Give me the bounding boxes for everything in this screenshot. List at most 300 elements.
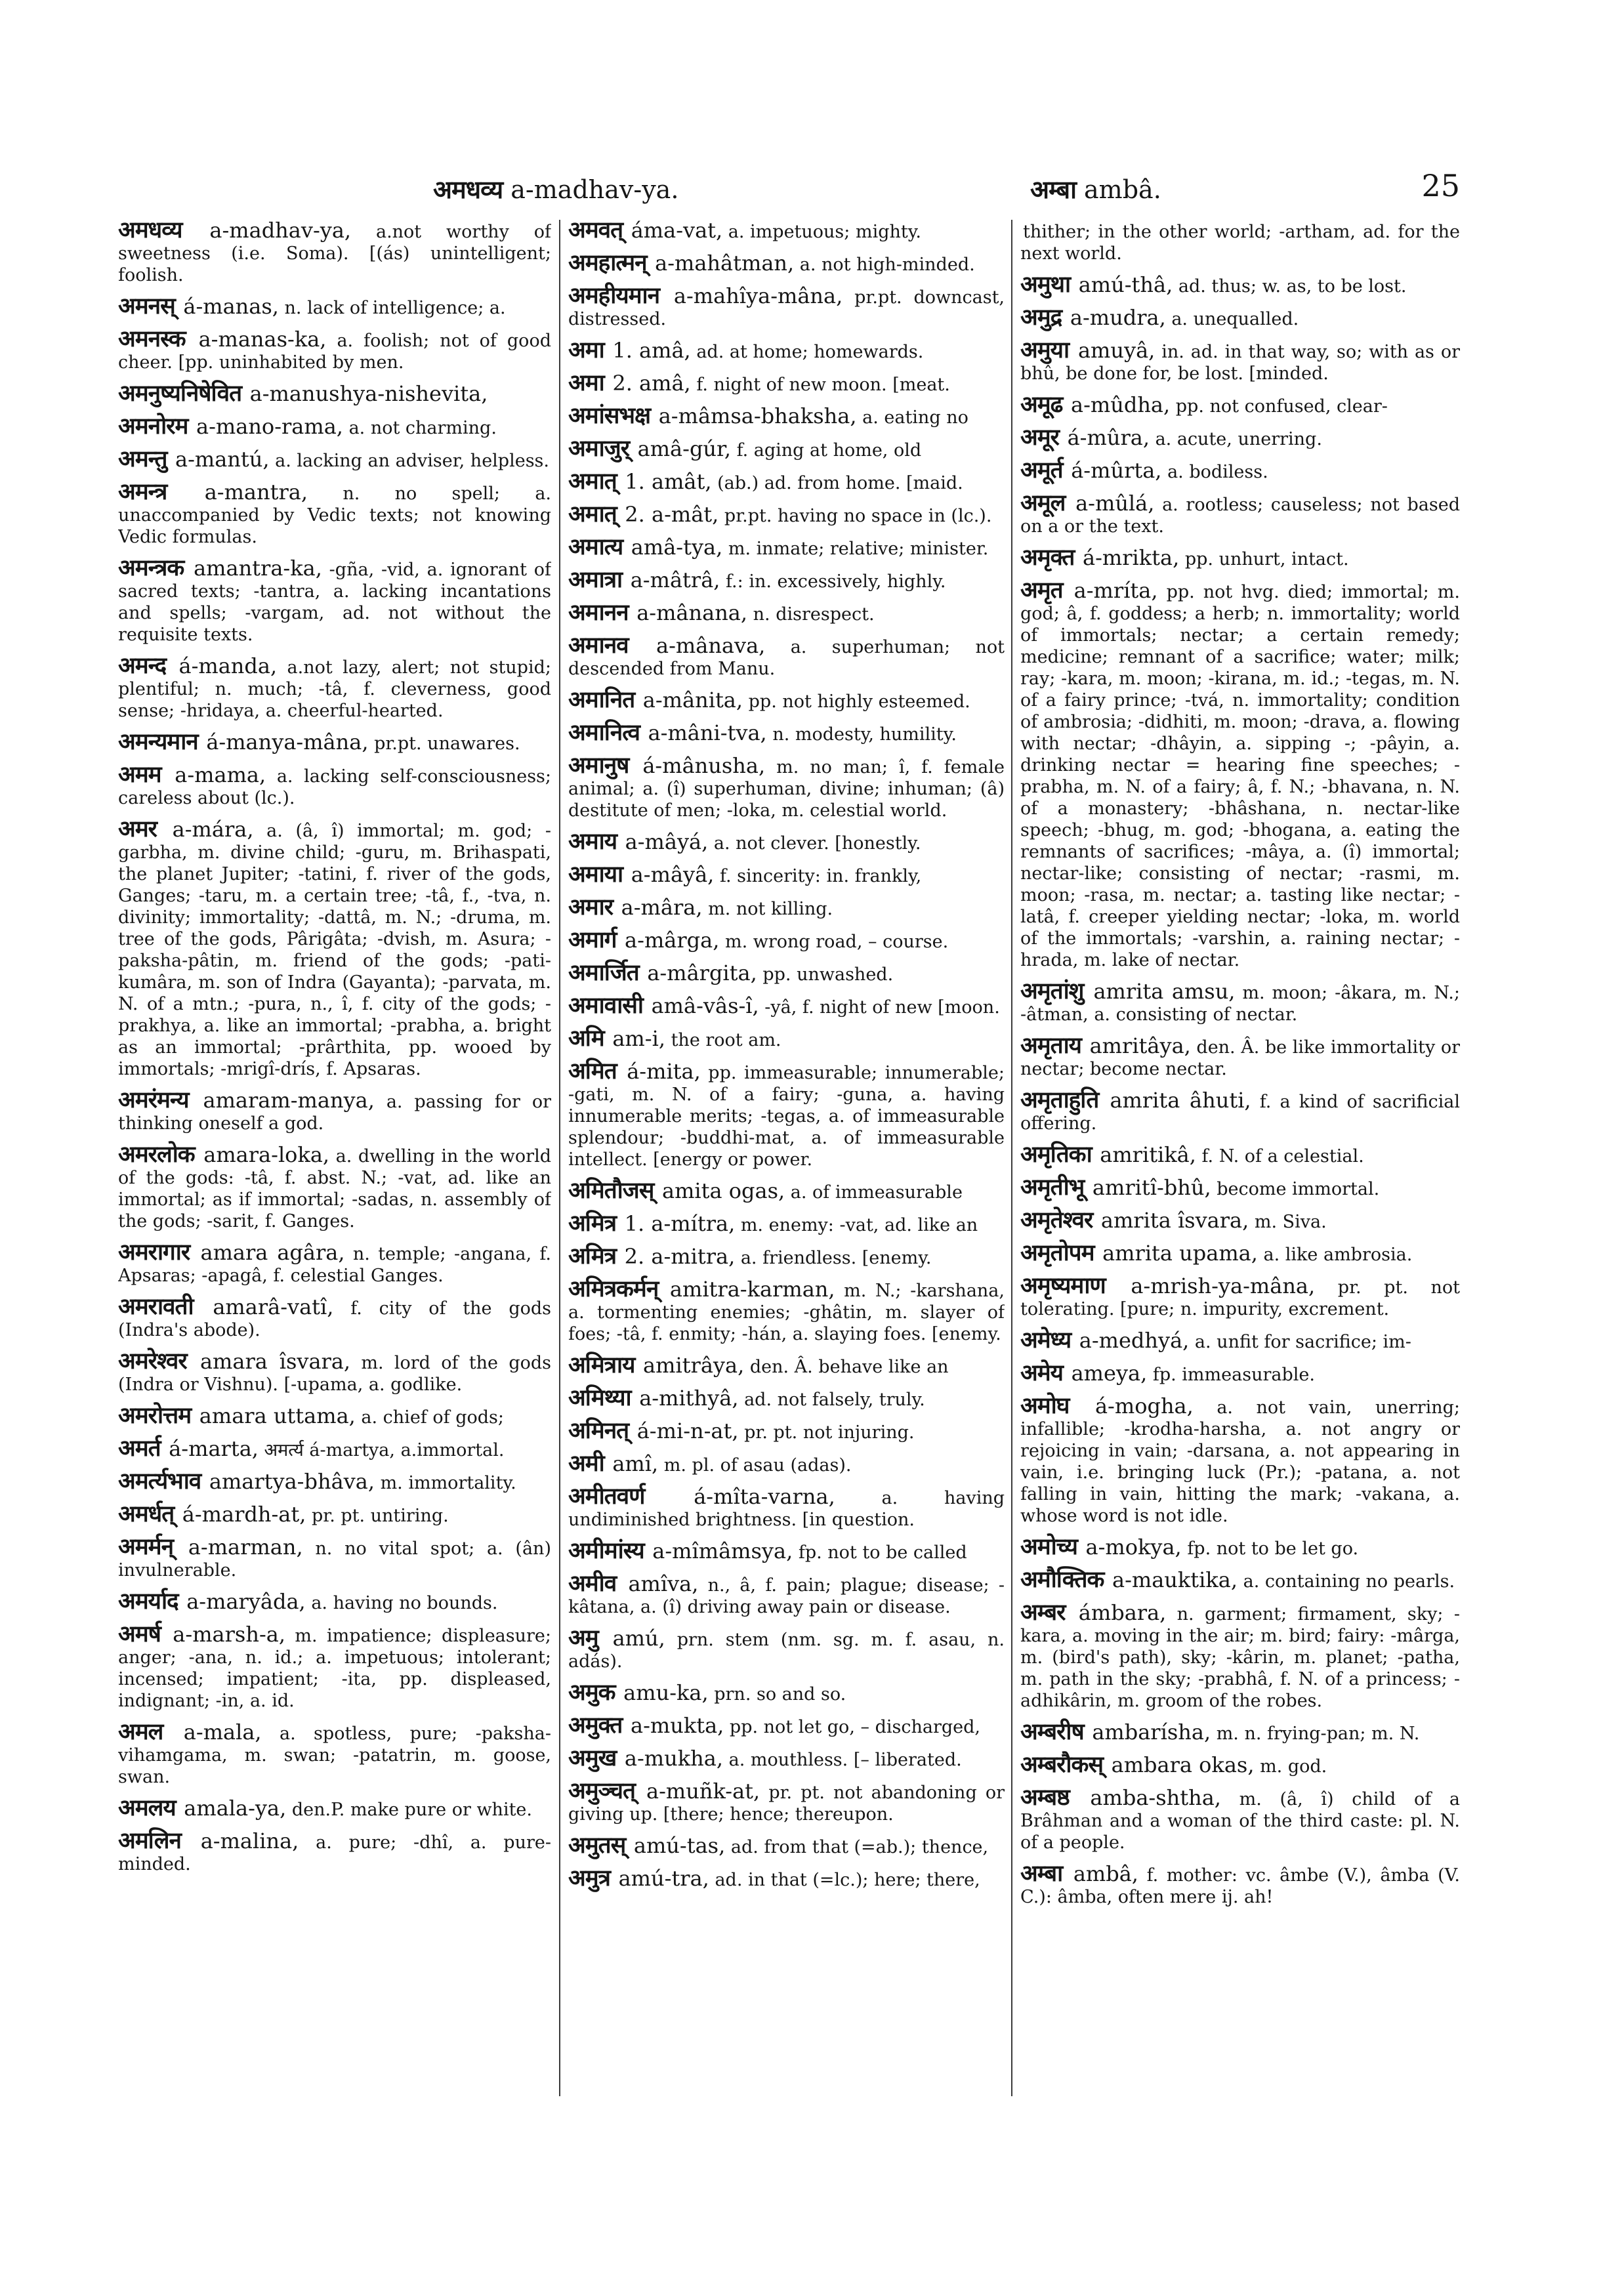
dictionary-entry [1020, 1360, 1460, 1386]
entry-headword: अमित्र [568, 1243, 617, 1270]
entry-transliteration: a-manushya-nishevita, [249, 381, 488, 406]
entry-headword: अमर्याद [118, 1588, 178, 1615]
entry-definition: a. mouthless. [– liberated. [728, 1750, 962, 1770]
dictionary-entry [568, 1625, 1005, 1672]
entry-transliteration: amara uttama, [199, 1403, 356, 1428]
entry-definition: f.: in. excessively, highly. [726, 571, 946, 592]
dictionary-entry [568, 285, 1005, 330]
dictionary-entry [1020, 1087, 1460, 1134]
entry-headword: अमृतांशु [1020, 978, 1084, 1004]
entry-headword: अमर्धत् [118, 1501, 175, 1527]
entry-definition: a. acute, unerring. [1155, 429, 1322, 449]
entry-headword: अम्बा [1020, 1861, 1063, 1887]
entry-definition: pr.pt. unawares. [374, 734, 520, 754]
entry-definition: become immortal. [1217, 1179, 1380, 1199]
dictionary-entry [568, 250, 1005, 276]
dictionary-entry [118, 413, 551, 440]
entry-definition: n. no vital spot; a. (ân) invulnerable. [118, 1539, 551, 1581]
entry-headword: अमूढ [1020, 392, 1063, 418]
dictionary-entry [118, 220, 551, 286]
entry-definition: a. (â, î) immortal; m. god; -garbha, m. divine child; -guru, m. Brihaspati, the planet Jupiter; -tatini, f. river of the gods, Ganges; -taru, m. a certain tree; -tâ, f., -tva, n. divinity; immortality; -dattâ, m. N.; -druma, m. tree of the gods, Pârigâta; -dvish, m. Asura; -paksha-pâtin, m. friend of the gods; -pati-kumâra, m. son of Indra (Gayanta); -parvata, m. N. of a mtn.; -pura, n., î, f. city of the gods; -prakhya, a. like an immortal; -prabha, a. bright as an immortal; -prârthita, pp. wooed by immortals; -mrigî-drís, f. Apsaras. [118, 821, 551, 1079]
dictionary-entry [568, 370, 1005, 396]
dictionary-entry [1020, 1207, 1460, 1233]
entry-transliteration: a-mûlá, [1075, 491, 1155, 516]
entry-transliteration: amuyâ, [1077, 338, 1156, 363]
dictionary-entry [118, 1405, 551, 1428]
entry-definition: pr.pt. having no space in (lc.). [724, 506, 992, 526]
dictionary-entry [568, 687, 1005, 713]
entry-transliteration: amâ-vâs-î, [651, 993, 759, 1018]
entry-transliteration: a-marman, [188, 1535, 303, 1560]
entry-headword: अमुक्त [568, 1712, 623, 1739]
entry-definition: ad. in that (=lc.); here; there, [715, 1870, 980, 1890]
entry-transliteration: amú-tas, [633, 1833, 726, 1858]
dictionary-entry [1020, 337, 1460, 384]
dictionary-column-2 [568, 220, 1005, 2096]
entry-headword: अमुत्र [568, 1865, 610, 1892]
guide-word-right [1030, 172, 1161, 206]
dictionary-entry [568, 337, 1005, 363]
entry-definition: n., â, f. pain; plague; disease; -kâtana, a. (î) driving away pain or disease. [568, 1575, 1005, 1617]
entry-headword: अमनुष्यनिषेवित [118, 381, 242, 407]
dictionary-entry [1020, 1240, 1460, 1266]
entry-transliteration: a-marsh-a, [173, 1622, 285, 1647]
entry-headword: अमन्द [118, 653, 167, 679]
entry-transliteration: a-mîmâmsya, [652, 1539, 793, 1563]
entry-transliteration: amara-loka, [203, 1142, 330, 1167]
entry-definition: pp. immeasurable; innumerable; -gati, m. N. of a fairy; -guna, a. having innumerable merits; -tegas, a. of immeasurable splendour; -buddhi-mat, a. of immeasurable intellect. [energy or power. [568, 1063, 1005, 1170]
entry-transliteration: á-mrikta, [1082, 545, 1180, 570]
dictionary-entry [568, 1540, 1005, 1563]
entry-definition: m. lord of the gods (Indra or Vishnu). [-upama, a. godlike. [118, 1353, 551, 1395]
entry-transliteration: a-mahâtman, [655, 251, 795, 276]
dictionary-entry [568, 632, 1005, 680]
entry-definition: pr. pt. not injuring. [744, 1422, 915, 1443]
entry-headword: अमुद्र [1020, 304, 1062, 331]
entry-definition: pr. pt. not abandoning or giving up. [there; hence; thereupon. [568, 1783, 1005, 1825]
entry-definition: a. having no bounds. [311, 1593, 498, 1613]
entry-definition: m. pl. of asau (adas). [663, 1455, 852, 1476]
entry-transliteration: a-malina, [200, 1829, 299, 1853]
dictionary-entry [568, 534, 1005, 560]
entry-transliteration: a-mantú, [175, 447, 270, 472]
entry-transliteration: amartya-bhâva, [209, 1469, 375, 1494]
dictionary-column-3 [1020, 220, 1460, 2096]
entry-transliteration: á-mûrta, [1071, 458, 1162, 483]
entry-headword: अमलिन [118, 1828, 181, 1854]
entry-definition: den.P. make pure or white. [291, 1800, 532, 1820]
entry-headword: अमानन [568, 600, 629, 626]
entry-transliteration: ámbara, [1078, 1600, 1167, 1625]
entry-transliteration: amritikâ, [1100, 1142, 1196, 1167]
entry-transliteration: á-manas, [183, 294, 279, 319]
entry-transliteration: a-mâra, [621, 895, 703, 920]
entry-headword: अमि [568, 1025, 604, 1052]
dictionary-entry [568, 995, 1005, 1018]
entry-definition: m. enemy: -vat, ad. like an [740, 1215, 978, 1235]
entry-definition: m. not killing. [708, 899, 833, 919]
entry-headword: अमात् [568, 501, 617, 527]
entry-transliteration: amu-ka, [623, 1680, 709, 1705]
entry-definition: ad. not falsely, truly. [744, 1390, 925, 1410]
dictionary-entry [118, 1348, 551, 1396]
entry-headword: अमृतेश्वर [1020, 1207, 1093, 1233]
entry-headword: अमर्त [118, 1436, 161, 1462]
entry-definition: n. temple; -angana, f. Apsaras; -apagâ, f. celestial Ganges. [118, 1244, 551, 1286]
dictionary-entry [568, 962, 1005, 985]
entry-headword: अम्बष्ठ [1020, 1785, 1070, 1811]
entry-headword: अमर [118, 816, 157, 842]
entry-definition: m. inmate; relative; minister. [728, 539, 989, 559]
entry-definition: (ab.) ad. from home. [maid. [717, 473, 963, 493]
entry-transliteration: a-manas-ka, [198, 327, 327, 352]
entry-headword: अमीमांस्य [568, 1538, 644, 1564]
entry-headword: अमा [568, 337, 604, 363]
entry-headword: अमित्रकर्मन् [568, 1276, 659, 1302]
entry-definition: f. N. of a celestial. [1201, 1146, 1364, 1167]
entry-definition: prn. so and so. [714, 1684, 846, 1705]
dictionary-entry [568, 1276, 1005, 1345]
entry-transliteration: amarâ-vatî, [213, 1294, 334, 1319]
entry-definition: a. unequalled. [1171, 309, 1299, 329]
dictionary-entry [568, 501, 1005, 527]
dictionary-entry [118, 1144, 551, 1232]
entry-definition: m. no man; î, f. female animal; a. (î) superhuman, divine; inhuman; (â) destitute of men; -loka, m. celestial world. [568, 757, 1005, 821]
entry-transliteration: ambâ, [1073, 1861, 1138, 1886]
dictionary-entry [568, 861, 1005, 888]
dictionary-entry [118, 1719, 551, 1788]
entry-definition: m. impatience; displeasure; anger; -ana, n. id.; a. impetuous; intolerant; incensed; impatient; -ita, pp. displeased, indignant; -in, a. id. [118, 1626, 551, 1711]
entry-definition: fp. not to be let go. [1187, 1539, 1359, 1559]
entry-transliteration: 2. a-mitra, [624, 1244, 736, 1269]
entry-headword: अमौक्तिक [1020, 1567, 1104, 1593]
entry-headword: अमार [568, 894, 614, 920]
entry-definition: ad. from that (=ab.); thence, [730, 1837, 989, 1857]
dictionary-entry [1020, 1534, 1460, 1560]
entry-headword: अमितौजस् [568, 1178, 654, 1204]
entry-transliteration: a-mânita, [642, 688, 743, 713]
entry-transliteration: a-mâni-tva, [648, 720, 767, 745]
entry-headword: अमरलोक [118, 1142, 195, 1168]
entry-definition: a. lacking self-consciousness; careless about (lc.). [118, 766, 551, 808]
entry-definition: m. n. frying-pan; m. N. [1216, 1724, 1420, 1744]
entry-headword: अमुथा [1020, 272, 1071, 298]
page-number: 25 [1421, 168, 1460, 203]
entry-headword: अमन्त्र [118, 479, 167, 505]
entry-definition: a. passing for or thinking oneself a god. [118, 1092, 551, 1134]
entry-headword: अमीतवर्ण [568, 1483, 645, 1510]
entry-headword: अमूल [1020, 490, 1066, 516]
dictionary-entry [118, 383, 551, 406]
entry-headword: अमु [568, 1625, 598, 1651]
entry-transliteration: a-mantra, [204, 480, 308, 505]
entry-transliteration: a-mano-rama, [196, 414, 343, 439]
entry-transliteration: á-mânusha, [642, 753, 766, 778]
dictionary-entry [1020, 1754, 1460, 1777]
dictionary-entry [1020, 394, 1460, 417]
entry-headword: अमनस्क [118, 326, 186, 352]
dictionary-entry [1020, 274, 1460, 297]
entry-definition: a. of immeasurable [790, 1182, 963, 1203]
entry-transliteration: a-mríta, [1073, 578, 1158, 603]
entry-definition: -yâ, f. night of new [moon. [764, 997, 1000, 1018]
entry-definition: a. spotless, pure; -paksha-vihamgama, m. swan; -patatrin, m. goose, swan. [118, 1724, 551, 1787]
entry-definition: m. (â, î) child of a Brâhman and a woman of the third caste: pl. N. of a people. [1020, 1789, 1460, 1853]
entry-transliteration: a-mokya, [1085, 1535, 1182, 1560]
entry-definition: a. not high-minded. [799, 255, 975, 275]
dictionary-entry [1020, 1863, 1460, 1908]
entry-definition: m. moon; -âkara, m. N.; -âtman, a. consisting of nectar. [1020, 983, 1460, 1025]
entry-definition: pr.pt. downcast, distressed. [568, 287, 1005, 329]
entry-transliteration: á-mi-n-at, [636, 1418, 739, 1443]
entry-headword: अमर्ष [118, 1621, 161, 1647]
entry-headword: अम्बर [1020, 1600, 1066, 1626]
dictionary-entry [568, 927, 1005, 953]
entry-headword: अमहात्मन् [568, 250, 647, 276]
dictionary-entry [1020, 490, 1460, 537]
dictionary-entry [568, 1243, 1005, 1270]
entry-headword: अमानव [568, 632, 629, 659]
entry-definition: pp. unwashed. [762, 964, 894, 985]
entry-definition: f. aging at home, old [736, 440, 922, 461]
entry-transliteration: amara îsvara, [199, 1349, 351, 1374]
entry-headword: अमा [568, 370, 604, 396]
entry-headword: अमित्र [568, 1210, 617, 1237]
entry-transliteration: amara agâra, [200, 1240, 345, 1265]
dictionary-entry [118, 1588, 551, 1615]
entry-transliteration: ambara okas, [1111, 1752, 1255, 1777]
entry-headword: अमृताहुति [1020, 1087, 1099, 1113]
entry-headword: अमोघ [1020, 1393, 1070, 1419]
dictionary-entry [1020, 978, 1460, 1025]
entry-definition: n. no spell; a. unaccompanied by Vedic texts; not knowing Vedic formulas. [118, 484, 551, 547]
entry-headword: अमाजुर् [568, 436, 630, 462]
entry-headword: अमीव [568, 1571, 617, 1597]
dictionary-entry [1020, 1393, 1460, 1527]
entry-definition: m. god. [1260, 1756, 1327, 1777]
entry-headword: अमित [568, 1058, 617, 1085]
entry-transliteration: amrita îsvara, [1100, 1208, 1249, 1233]
dictionary-entry [118, 479, 551, 548]
entry-definition: fp. immeasurable. [1152, 1365, 1315, 1385]
entry-transliteration: amî, [612, 1451, 659, 1476]
entry-definition: pp. not hvg. died; immortal; m. god; â, f. goddess; a herb; n. immortality; world of immortals; nectar; a certain remedy; medicine; remnant of a sacrifice; water; milk; ray; -kara, m. moon; -kirana, m. id.; -tegas, m. N. of a fairy prince; -tvá, n. immortality; condition of ambrosia; -didhiti, m. moon; -drava, a. flowing with nectar; -dhâyin, a. sipping -; -pâyin, a. drinking nectar = hearing fine speeches; -prabha, m. N. of a fairy; â, f. N.; -bhavana, n. N. of a monastery; -bhâshana, n. nectar-like speech; -bhug, m. god; -bhogana, a. eating the remnants of sacrifices; -mâya, a. (î) immortal; nectar-like; consisting of nectar; -rasmi, m. moon; -rasa, m. nectar; a. tasting like nectar; -latâ, f. creeper yielding nectar; -loka, m. world of the immortals; -varshin, a. raining nectar; -hrada, m. lake of nectar. [1020, 582, 1460, 970]
guide-word-right-translit: ambâ. [1084, 175, 1161, 204]
dictionary-entry [568, 438, 1005, 461]
entry-definition: the root am. [671, 1030, 781, 1050]
entry-definition: prn. stem (nm. sg. m. f. asau, n. adás). [568, 1630, 1005, 1672]
entry-headword: अमार्जित [568, 960, 639, 986]
dictionary-entry [118, 1501, 551, 1527]
entry-headword: अमन्तु [118, 446, 167, 472]
dictionary-entry [1020, 1787, 1460, 1853]
dictionary-entry [568, 1385, 1005, 1411]
entry-definition: m. Siva. [1254, 1212, 1327, 1232]
entry-transliteration: amala-ya, [184, 1796, 287, 1821]
entry-headword: अमृतिका [1020, 1142, 1092, 1168]
entry-headword: अमहीयमान [568, 283, 660, 309]
entry-headword: अमनोरम [118, 413, 188, 440]
entry-headword: अमाया [568, 861, 623, 888]
entry-headword: अमानित [568, 687, 635, 713]
entry-definition: den. Â. behave like an [749, 1357, 949, 1377]
entry-transliteration: amita ogas, [661, 1178, 785, 1203]
dictionary-entry [1020, 1602, 1460, 1712]
dictionary-entry [1020, 547, 1460, 570]
entry-headword: अमृतीभू [1020, 1174, 1085, 1201]
running-head [118, 168, 1460, 218]
dictionary-entry [568, 1483, 1005, 1531]
entry-definition: a. bodiless. [1167, 462, 1268, 482]
entry-transliteration: á-mardh-at, [182, 1502, 306, 1527]
dictionary-entry [118, 764, 551, 809]
entry-transliteration: 1. amâ, [612, 338, 691, 363]
entry-definition: a. friendless. [enemy. [740, 1248, 932, 1268]
entry-definition: a. having undiminished brightness. [in question. [568, 1488, 1005, 1530]
dictionary-entry [1020, 424, 1460, 451]
guide-word-left-translit: a-madhav-ya. [510, 175, 679, 204]
dictionary-entry [118, 293, 551, 320]
dictionary-entry [118, 1795, 551, 1821]
entry-headword: अमवत् [568, 220, 623, 243]
entry-headword: अमाय [568, 829, 617, 855]
entry-definition: f. city of the gods (Indra's abode). [118, 1298, 551, 1340]
dictionary-entry [1020, 304, 1460, 331]
entry-transliteration: a-mithyâ, [639, 1386, 739, 1411]
entry-transliteration: á-manya-mâna, [206, 730, 369, 755]
entry-transliteration: a-mala, [183, 1720, 262, 1745]
entry-definition: a. pure; -dhî, a. pure-minded. [118, 1832, 551, 1874]
dictionary-entry [118, 1830, 551, 1875]
entry-headword: अमेय [1020, 1360, 1063, 1386]
entry-headword: अमुख [568, 1745, 617, 1771]
entry-headword: अमल [118, 1719, 163, 1745]
entry-headword: अमानुष [568, 753, 629, 779]
dictionary-entry [118, 729, 551, 755]
entry-headword: अमन्यमान [118, 729, 198, 755]
entry-transliteration: amú, [612, 1626, 665, 1651]
dictionary-entry [568, 602, 1005, 625]
entry-transliteration: amú-tra, [618, 1866, 709, 1891]
entry-transliteration: a-maryâda, [186, 1589, 306, 1614]
entry-transliteration: amâ-tya, [631, 535, 723, 560]
entry-transliteration: am-i, [612, 1026, 665, 1051]
entry-headword: अमिनत् [568, 1418, 629, 1444]
entry-transliteration: 1. a-mítra, [624, 1211, 736, 1236]
dictionary-entry [568, 831, 1005, 854]
entry-transliteration: amitra-karman, [669, 1277, 835, 1302]
entry-definition: a. superhuman; not descended from Manu. [568, 637, 1005, 679]
entry-headword: अमुक [568, 1680, 615, 1706]
entry-transliteration: áma-vat, [631, 220, 723, 243]
dictionary-entry [568, 569, 1005, 592]
entry-definition: a. impetuous; mighty. [728, 222, 921, 242]
entry-transliteration: ameya, [1071, 1361, 1148, 1386]
entry-headword: अमलय [118, 1795, 176, 1821]
entry-definition: -gña, -vid, a. ignorant of sacred texts; -tantra, a. lacking incantations and spells; -vargam, ad. not without the requisite texts. [118, 560, 551, 645]
entry-headword: अमुञ्चत् [568, 1778, 635, 1804]
entry-definition: a. foolish; not of good cheer. [pp. uninhabited by men. [118, 331, 551, 373]
entry-transliteration: a-mudra, [1070, 305, 1166, 330]
column-rule [559, 220, 560, 2096]
entry-transliteration: á-mogha, [1094, 1394, 1194, 1418]
entry-definition: den. Â. be like immortality or nectar; become nectar. [1020, 1037, 1460, 1079]
dictionary-entry [568, 220, 1005, 243]
entry-headword: अमर्त्यभाव [118, 1468, 201, 1495]
entry-transliteration: a-muñk-at, [646, 1779, 760, 1804]
entry-definition: pr. pt. not tolerating. [pure; n. impurity, excrement. [1020, 1277, 1460, 1319]
entry-transliteration: a-mukha, [624, 1746, 723, 1771]
dictionary-entry [1020, 577, 1460, 971]
entry-transliteration: a-mânava, [656, 633, 766, 658]
entry-headword: अमुया [1020, 337, 1070, 363]
dictionary-entry [1020, 457, 1460, 484]
entry-headword: अमावासी [568, 993, 643, 1019]
entry-headword: अमात्रा [568, 567, 623, 593]
dictionary-entry [568, 722, 1005, 745]
dictionary-entry [568, 1865, 1005, 1892]
entry-definition: f. a kind of sacrificial offering. [1020, 1092, 1460, 1134]
entry-headword: अमित्राय [568, 1352, 635, 1378]
dictionary-entry [568, 1210, 1005, 1237]
dictionary-entry [118, 326, 551, 373]
entry-definition: fp. not to be called [798, 1542, 967, 1563]
dictionary-entry [118, 555, 551, 646]
entry-transliteration: a-mâtrâ, [630, 568, 720, 592]
dictionary-entry [568, 1778, 1005, 1825]
entry-headword: अमांसभक्ष [568, 403, 651, 429]
dictionary-entry [1020, 1275, 1460, 1320]
entry-definition: pr. pt. untiring. [311, 1506, 449, 1526]
dictionary-entry [568, 1745, 1005, 1771]
dictionary-entry [118, 655, 551, 722]
entry-definition: a. lacking an adviser, helpless. [275, 451, 549, 471]
entry-definition: a. containing no pearls. [1243, 1571, 1455, 1592]
entry-headword: अमृष्यमाण [1020, 1273, 1106, 1299]
column-rule [1011, 220, 1012, 2096]
entry-headword: अमरागार [118, 1239, 190, 1266]
entry-definition: अमर्त्य á-martya, a.immortal. [264, 1440, 505, 1460]
entry-headword: अमरोत्तम [118, 1403, 192, 1429]
guide-word-left [433, 172, 678, 206]
entry-transliteration: á-mîta-varna, [694, 1484, 835, 1509]
entry-headword: अमरंमन्य [118, 1087, 189, 1113]
dictionary-entry [568, 1025, 1005, 1052]
guide-word-left-devanagari: अमधव्य [433, 175, 503, 204]
entry-headword: अमोच्य [1020, 1534, 1077, 1560]
entry-definition: m. wrong road, – course. [724, 932, 949, 952]
dictionary-entry [568, 1682, 1005, 1705]
dictionary-entry [568, 1832, 1005, 1859]
dictionary-entry [568, 1420, 1005, 1443]
dictionary-entry [118, 1468, 551, 1495]
entry-headword: अमृतोपम [1020, 1240, 1094, 1266]
entry-definition: m. N.; -karshana, a. tormenting enemies; -ghâtin, m. slayer of foes; -tâ, f. enmity; -hán, a. slaying foes. [enemy. [568, 1281, 1005, 1344]
dictionary-entry [568, 1352, 1005, 1378]
dictionary-column-1 [118, 220, 551, 2096]
dictionary-entry [568, 468, 1005, 495]
entry-definition: a. rootless; causeless; not based on a or the text. [1020, 495, 1460, 537]
entry-transliteration: a-mânana, [636, 600, 748, 625]
entry-transliteration: amrita amsu, [1093, 979, 1236, 1004]
entry-transliteration: amâ-gúr, [637, 436, 731, 461]
entry-transliteration: amritî-bhû, [1092, 1175, 1211, 1200]
entry-definition: a. chief of gods; [361, 1407, 504, 1428]
entry-transliteration: amîva, [628, 1571, 699, 1596]
entry-headword: अमार्ग [568, 927, 617, 953]
entry-headword: अमी [568, 1451, 604, 1477]
dictionary-entry [118, 1621, 551, 1712]
